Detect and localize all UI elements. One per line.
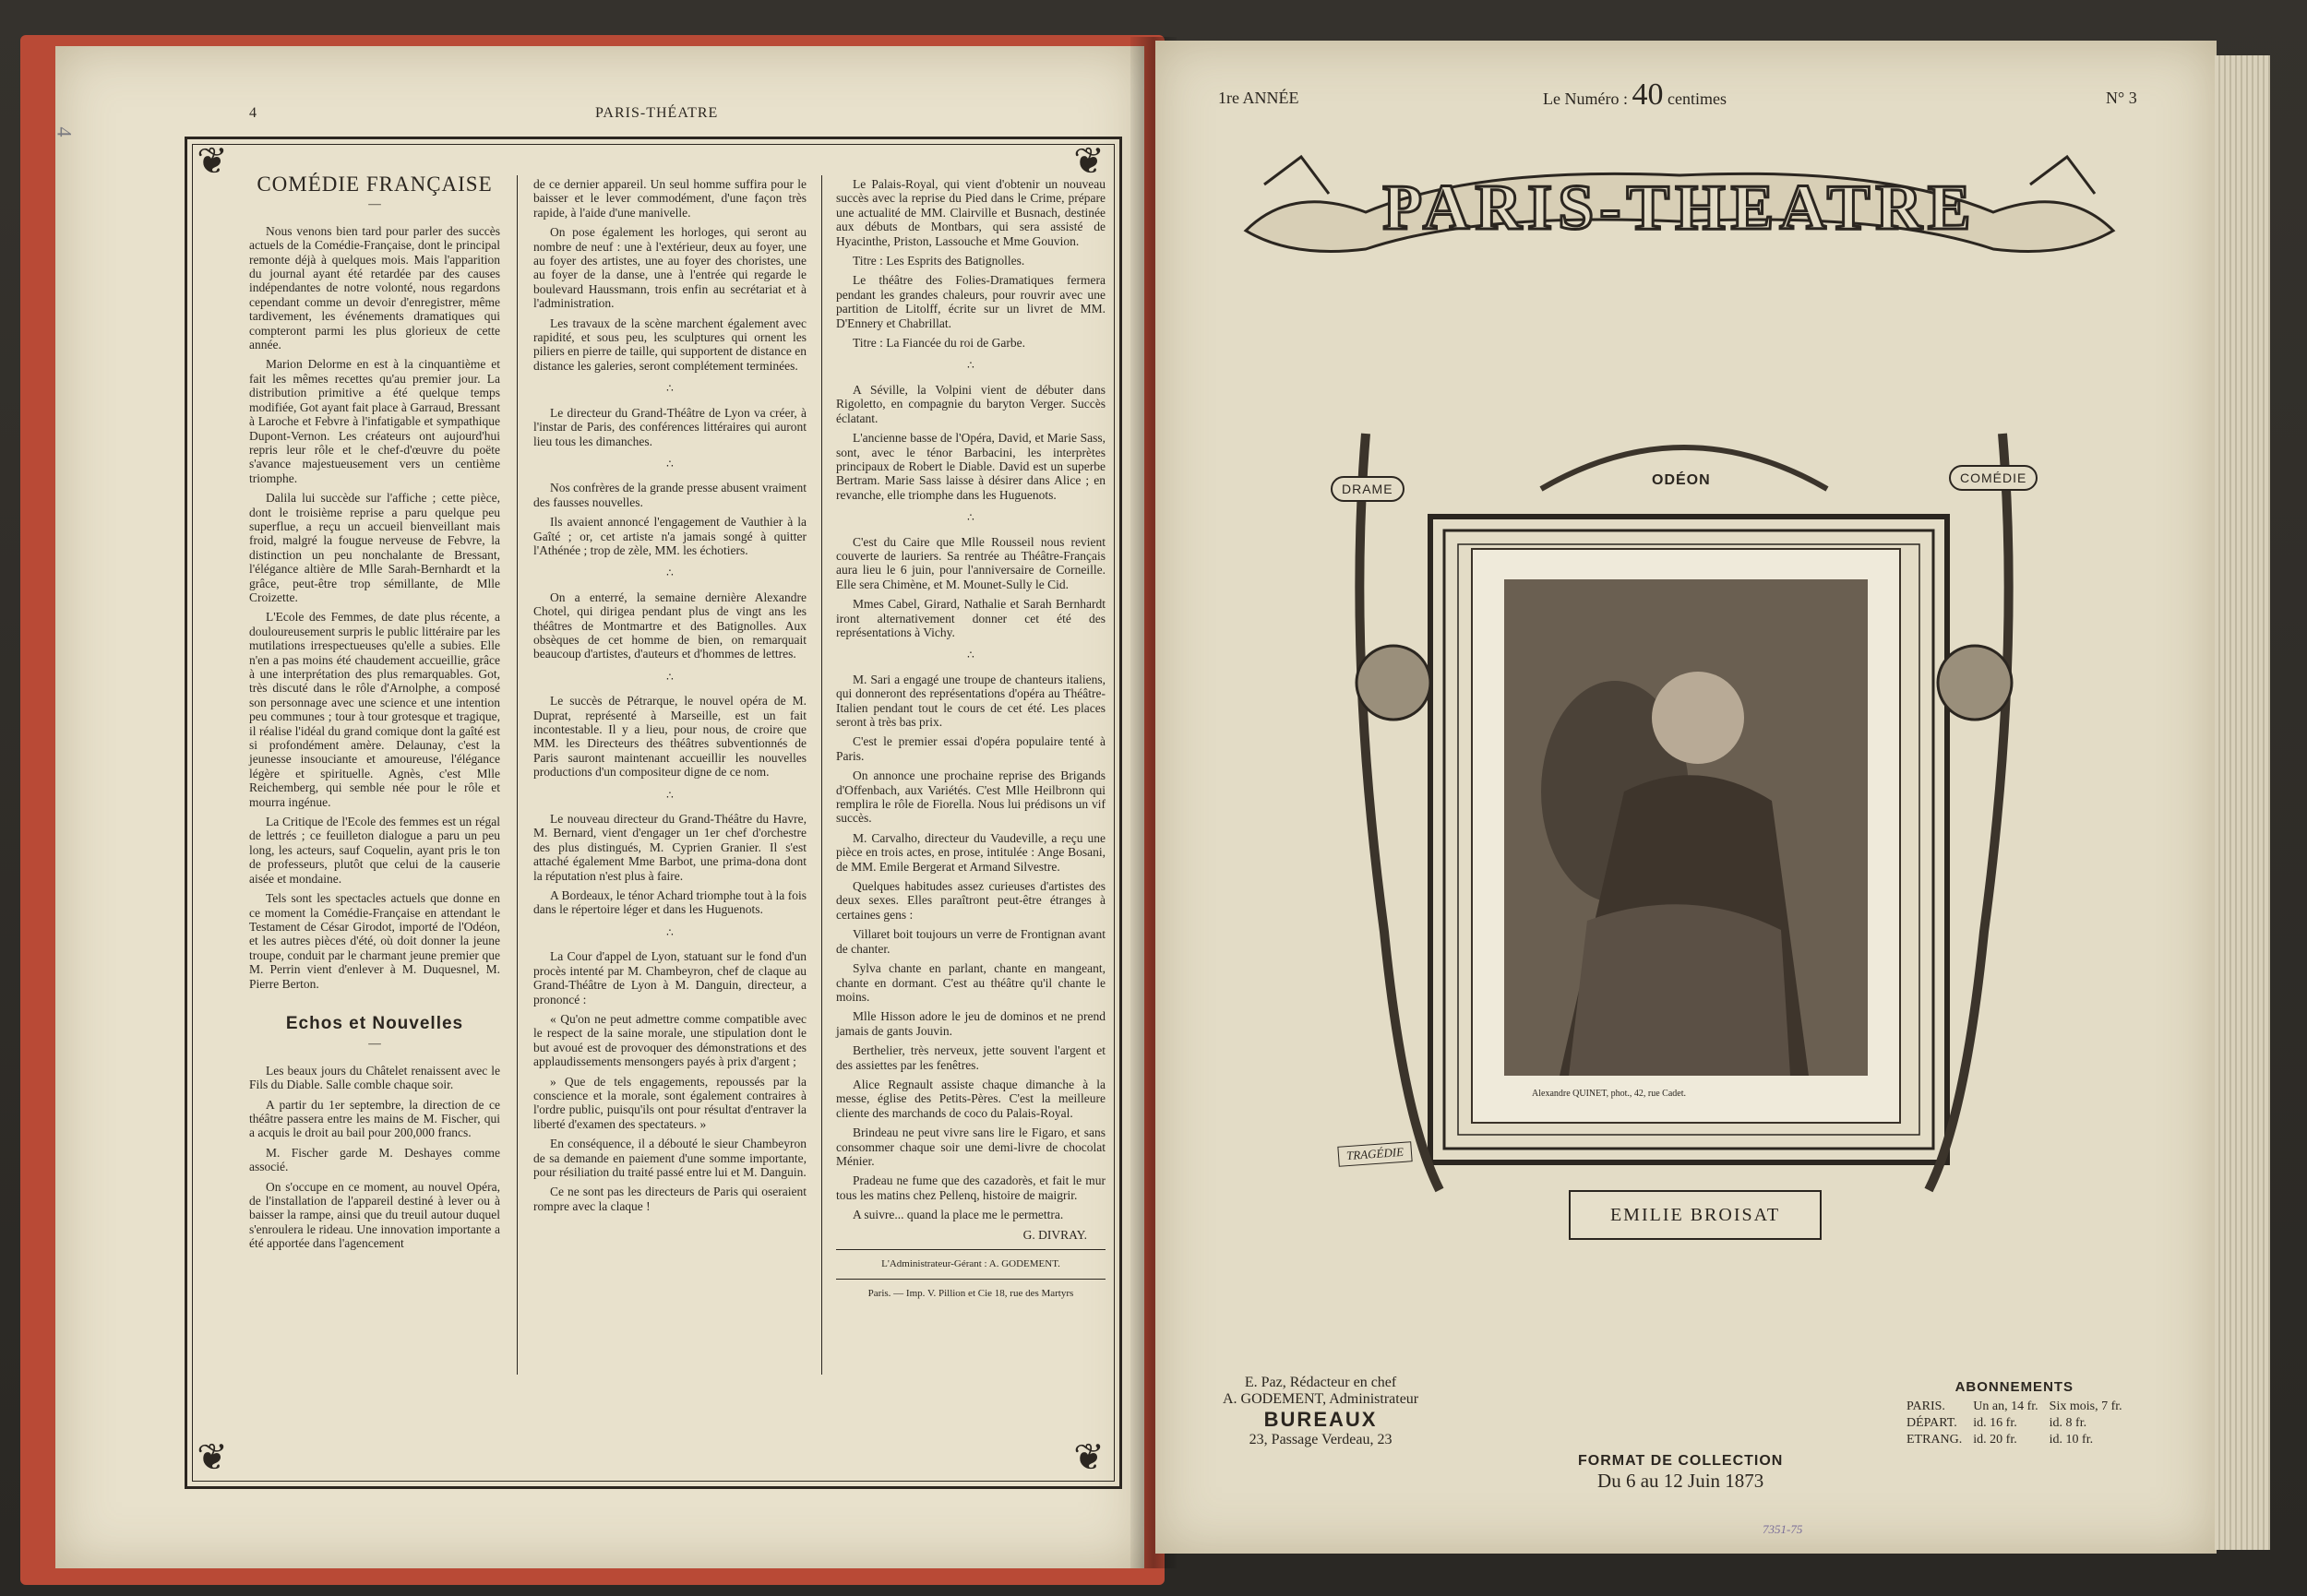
portrait-photo xyxy=(1504,579,1868,1076)
heading-dash: — xyxy=(368,1036,381,1051)
bureaux-heading: BUREAUX xyxy=(1263,1408,1378,1431)
paragraph: En conséquence, il a débouté le sieur Chambeyron de sa demande en paiement d'une somme importante, pour résiliation du traité passé entre lui et M. Danguin. xyxy=(533,1137,807,1179)
table-cell: Six mois, 7 fr. xyxy=(2049,1399,2122,1413)
corner-ornament-icon: ❦ xyxy=(1073,1436,1105,1478)
paragraph: A partir du 1er septembre, la direction de ce théâtre passera entre les mains de M. Fischer, qui a acquis le droit au bail pour 200,000 francs. xyxy=(249,1097,500,1140)
paragraph: C'est du Caire que Mlle Rousseil nous revient couverte de lauriers. Sa rentrée au Théâtre-Français aura lieu le 6 juin, pour l'anniversaire de Corneille. Elle sera Chimène, et M. Mounet-Sully le Cid. xyxy=(836,534,1106,591)
numero-price xyxy=(1543,77,1727,113)
comedie-label: COMÉDIE xyxy=(1949,465,2038,491)
imprint-line: Paris. — Imp. V. Pillion et Cie 18, rue des Martyrs xyxy=(867,1288,1074,1300)
footer-abonnements xyxy=(1901,1379,2128,1448)
page-number: 4 xyxy=(249,105,257,121)
separator: ∴ xyxy=(666,382,674,396)
table-row xyxy=(1901,1432,2128,1448)
administrateur-line: A. GODEMENT, Administrateur xyxy=(1223,1391,1419,1407)
separator: ∴ xyxy=(666,788,674,802)
paragraph: Le directeur du Grand-Théâtre de Lyon va créer, à l'instar de Paris, des conférences littéraires qui auront lieu tous les dimanches. xyxy=(533,405,807,448)
address-line: 23, Passage Verdeau, 23 xyxy=(1249,1432,1393,1447)
paragraph: Les travaux de la scène marchent également avec rapidité, et sous peu, les sculptures qui ornent les piliers en pierre de taille, qui supportent de distance en distance les galeries, seront complétement terminées. xyxy=(533,316,807,373)
issue-dates: Du 6 au 12 Juin 1873 xyxy=(1597,1470,1764,1492)
paragraph: Titre : Les Esprits des Batignolles. xyxy=(853,254,1025,268)
running-head: PARIS-THÉATRE xyxy=(595,105,719,121)
column-3 xyxy=(836,177,1106,1302)
table-row xyxy=(1901,1399,2128,1415)
paragraph: Mmes Cabel, Girard, Nathalie et Sarah Bernhardt iront alternativement donner cet été des représentations à Vichy. xyxy=(836,597,1106,639)
paragraph: Alice Regnault assiste chaque dimanche à la messe, église des Petits-Pères. C'est la meilleure cliente des marchands de coco du Palais-Royal. xyxy=(836,1077,1106,1120)
column-2 xyxy=(533,177,807,1219)
portrait-silhouette xyxy=(1504,579,1868,1076)
paragraph: Le succès de Pétrarque, le nouvel opéra de M. Duprat, représenté à Marseille, est un fait incontestable. Il y a lieu, pour nous, de croire que MM. les Directeurs des théâtres subventionnés de Paris sauront maintenant accueillir les nouvelles productions d'un compositeur digne de ce nom. xyxy=(533,694,807,780)
paragraph: Titre : La Fiancée du roi de Garbe. xyxy=(853,336,1025,351)
table-cell: Un an, 14 fr. xyxy=(1973,1399,2038,1413)
paragraph: A Bordeaux, le ténor Achard triomphe tout à la fois dans le répertoire léger et dans les Huguenots. xyxy=(533,888,807,917)
paragraph: Quelques habitudes assez curieuses d'artistes des deux sexes. Elles paraîtront peut-être étranges à certaines gens : xyxy=(836,879,1106,922)
photo-credit: Alexandre QUINET, phot., 42, rue Cadet. xyxy=(1532,1089,1686,1099)
paragraph: On annonce une prochaine reprise des Brigands d'Offenbach, aux Variétés. C'est Mlle Heilbronn qui remplira le rôle de Fiorella. Nous lui prédisons un vif succès. xyxy=(836,768,1106,826)
paragraph: La Critique de l'Ecole des femmes est un régal de lettrés ; ce feuilleton dialogue a paru un peu long, les acteurs, sauf Coquelin, ayant pris le ton de professeurs, plutôt que celui de la causerie aisée et mondaine. xyxy=(249,815,500,886)
paragraph: de ce dernier appareil. Un seul homme suffira pour le baisser et le lever commodément, d'une façon très rapide, à l'aide d'une manivelle. xyxy=(533,177,807,220)
corner-ornament-icon: ❦ xyxy=(197,1436,228,1478)
signature: G. DIVRAY. xyxy=(1022,1227,1087,1242)
paragraph: Ils avaient annoncé l'engagement de Vauthier à la Gaîté ; or, cet artiste n'a jamais songé à quitter l'Athénée ; trop de zèle, MM. les échotiers. xyxy=(533,515,807,557)
paragraph: On s'occupe en ce moment, au nouvel Opéra, de l'installation de l'appareil destiné à lever ou à baisser la rampe, ainsi que du treuil autour duquel s'enroulera le rideau. Une innovation importante a été apportée dans l'agencement xyxy=(249,1179,500,1251)
paragraph: Pradeau ne fume que des cazadorès, et fait le mur tous les matins chez Pellenq, histoire de maigrir. xyxy=(836,1173,1106,1202)
separator: ∴ xyxy=(967,511,974,525)
format-label: FORMAT DE COLLECTION xyxy=(1578,1453,1784,1469)
pencil-note: 4 xyxy=(53,126,77,137)
paragraph: Dalila lui succède sur l'affiche ; cette pièce, dont le troisième reprise a paru quelque peu superflue, a reçu un accueil bienveillant mais froid, malgré la fougue nerveuse de Febvre, la distinction un peu nonchalante de Bressant, l'élégance altière de Mlle Sarah-Bernhardt et la grâce, peut-être trop sémillante, de Mlle Croizette. xyxy=(249,491,500,604)
table-row xyxy=(1901,1415,2128,1432)
paragraph: Le Palais-Royal, qui vient d'obtenir un nouveau succès avec la reprise du Pied dans le Crime, prépare une actualité de MM. Clairville et Busnach, destinée aux débuts de Montbars, qui sera assisté de Hyacinthe, Priston, Lassouche et Mme Gouvion. xyxy=(836,177,1106,248)
drame-label: DRAME xyxy=(1331,476,1405,502)
masthead-banner xyxy=(1237,148,2122,295)
column-1 xyxy=(249,173,500,1257)
table-cell: ETRANG. xyxy=(1907,1433,1963,1447)
odeon-label: ODÉON xyxy=(1652,472,1711,488)
paragraph: Le nouveau directeur du Grand-Théâtre du Havre, M. Bernard, vient d'engager un 1er chef d'orchestre des plus distingués, M. Cyprien Granier. Il s'est attaché également Mme Barbot, une prima-dona dont la réputation n'est plus à faire. xyxy=(533,812,807,883)
paragraph: M. Fischer garde M. Deshayes comme associé. xyxy=(249,1145,500,1174)
column-rule xyxy=(517,175,518,1375)
paragraph: Berthelier, très nerveux, jette souvent l'argent et des assiettes par les fenêtres. xyxy=(836,1043,1106,1072)
corner-ornament-icon: ❦ xyxy=(197,140,228,182)
paragraph: L'Ecole des Femmes, de date plus récente, a douloureusement surpris le public littéraire par les mutilations irrespectueuses qu'elle a subies. Elle n'en a pas moins été chaudement accueillie, grâce à une interprétation des plus remarquables. Got, très discuté dans le rôle d'Arnolphe, a composé son personnage avec une science et une intention peu communes ; tour à tour grotesque et tragique, il réalise l'idéal du grand comique dont la gaîté est si profondément amère. Delaunay, c'est la jeunesse insouciante et amoureuse, l'élégance légère et spirituelle. Agnès, c'est Mlle Reichemberg, qui semble née pour le rôle et mourra ingénue. xyxy=(249,610,500,809)
corner-ornament-icon: ❦ xyxy=(1073,140,1105,182)
masthead-title: PARIS-THEATRE xyxy=(1382,173,1977,244)
paragraph: M. Sari a engagé une troupe de chanteurs italiens, qui donneront des représentations d'opéra au Théâtre-Italien pendant tout le cours de cet été. Les places seront à très bas prix. xyxy=(836,672,1106,729)
separator: ∴ xyxy=(666,566,674,580)
divider xyxy=(836,1279,1106,1280)
paragraph: Tels sont les spectacles actuels que donne en ce moment la Comédie-Française en attendant le Testament de César Girodot, importé de l'Odéon, et les autres pièces d'été, où doit donner la jeune troupe, conduit par le charmant jeune premier que M. Perrin vient d'enlever à M. Duquesnel, M. Pierre Berton. xyxy=(249,891,500,991)
separator: ∴ xyxy=(666,670,674,684)
tragedie-label: TRAGÉDIE xyxy=(1337,1141,1412,1167)
paragraph: Sylva chante en parlant, chante en mangeant, chante en dormant. C'est au théâtre qu'il chante le moins. xyxy=(836,961,1106,1004)
paragraph: On a enterré, la semaine dernière Alexandre Chotel, qui dirigea pendant plus de vingt ans les théâtres de Montmartre et des Batignolles. Aux obsèques de cet homme de bien, on remarquait beaucoup d'artistes, d'auteurs et d'hommes de lettres. xyxy=(533,590,807,661)
issue-number: N° 3 xyxy=(2106,89,2137,107)
redacteur-line: E. Paz, Rédacteur en chef xyxy=(1244,1375,1397,1390)
paragraph: Marion Delorme en est à la cinquantième et fait les mêmes recettes qu'au premier jour. La distribution primitive a été quelque temps modifiée, Got ayant fait place à Garraud, Bressant à Laroche et Febvre à l'infatigable et sympathique Dupont-Vernon. Les créateurs ont aujourd'hui repris leur rôle et le chef-d'œuvre du poëte s'avance majestueusement vers un centième triomphe. xyxy=(249,357,500,485)
separator: ∴ xyxy=(967,649,974,662)
column-rule xyxy=(821,175,822,1375)
paragraph: L'ancienne basse de l'Opéra, David, et Marie Sass, sont, avec le ténor Barbacini, les interprètes principaux de Robert le Diable. David est un superbe Bertram. Marie Sass laisse à désirer dans Alice ; en revanche, elle triomphe dans les Huguenots. xyxy=(836,431,1106,502)
abonnements-title: ABONNEMENTS xyxy=(1954,1379,2074,1395)
separator: ∴ xyxy=(967,359,974,373)
page-edges xyxy=(2215,55,2270,1550)
price-unit: centimes xyxy=(1667,89,1727,108)
paragraph: A suivre... quand la place me le permettra. xyxy=(853,1208,1064,1222)
footer-format xyxy=(1578,1453,1783,1493)
paragraph: Brindeau ne peut vivre sans lire le Figaro, et sans consommer chaque soir une demi-livre de chocolat Ménier. xyxy=(836,1126,1106,1168)
table-cell: id. 8 fr. xyxy=(2049,1416,2087,1430)
sitter-nameplate: EMILIE BROISAT xyxy=(1569,1190,1822,1240)
gerant-line: L'Administrateur-Gérant : A. GODEMENT. xyxy=(881,1258,1060,1269)
table-cell: DÉPART. xyxy=(1907,1416,1957,1430)
section-heading: COMÉDIE FRANÇAISE xyxy=(257,173,493,196)
paragraph: » Que de tels engagements, repoussés par la conscience et la morale, sont également contraires à l'ordre public, puisqu'ils ont pour résultat d'entraver la liberté d'examen des spectateurs. » xyxy=(533,1074,807,1131)
divider xyxy=(836,1249,1106,1250)
paragraph: C'est le premier essai d'opéra populaire tenté à Paris. xyxy=(836,734,1106,763)
paragraph: « Qu'on ne peut admettre comme compatible avec le respect de la saine morale, une stipulation dont le but avoué est de provoquer des démonstrations et des applaudissements mensongers payés à prix d'argent ; xyxy=(533,1011,807,1069)
section-heading: Echos et Nouvelles xyxy=(285,1013,464,1033)
table-cell: id. 16 fr. xyxy=(1973,1416,2017,1430)
paragraph: Villaret boit toujours un verre de Frontignan avant de chanter. xyxy=(836,927,1106,956)
paragraph: On pose également les horloges, qui seront au nombre de neuf : une à l'extérieur, deux au foyer, une au foyer des artistes, une au foyer des choristes, une au foyer de la danse, une à l'entrée qui regarde le boulevard Haussmann, trois enfin au secrétariat et à l'administration. xyxy=(533,225,807,311)
table-cell: PARIS. xyxy=(1907,1399,1945,1413)
paragraph: A Séville, la Volpini vient de débuter dans Rigoletto, en compagnie du baryton Verger. Succès éclatant. xyxy=(836,382,1106,425)
numero-label: Le Numéro : xyxy=(1543,89,1628,108)
abonnements-table xyxy=(1901,1399,2128,1448)
separator: ∴ xyxy=(666,925,674,939)
paragraph: Nos confrères de la grande presse abusent vraiment des fausses nouvelles. xyxy=(533,481,807,509)
paragraph: Ce ne sont pas les directeurs de Paris qui oseraient rompre avec la claque ! xyxy=(533,1185,807,1213)
paragraph: La Cour d'appel de Lyon, statuant sur le fond d'un procès intenté par M. Chambeyron, chef de claque au Grand-Théâtre de Lyon à M. Danguin, directeur, a prononcé : xyxy=(533,949,807,1006)
paragraph: Le théâtre des Folies-Dramatiques fermera pendant les grandes chaleurs, pour rouvrir avec une partition de Litolff, écrite sur un livret de MM. D'Ennery et Chabrillat. xyxy=(836,273,1106,330)
footer-editorial xyxy=(1223,1375,1418,1448)
annee-label: 1re ANNÉE xyxy=(1218,89,1299,107)
table-cell: id. 20 fr. xyxy=(1973,1433,2017,1447)
table-cell: id. 10 fr. xyxy=(2049,1433,2094,1447)
paragraph: Nous venons bien tard pour parler des succès actuels de la Comédie-Française, dont le principal remonte déjà à quelques mois. Mais l'apparition du journal ayant été retardée par des causes indépendantes de notre volonté, nous regardons cependant comme un devoir d'enregistrer, même tardivement, les événements dramatiques qui compteront parmi les plus glorieux de cette année. xyxy=(249,223,500,352)
heading-dash: — xyxy=(368,197,381,211)
price-value: 40 xyxy=(1632,77,1664,112)
paragraph: M. Carvalho, directeur du Vaudeville, a reçu une pièce en trois actes, en prose, intitulée : Ange Bosani, de MM. Emile Bergerat et Armand Silvestre. xyxy=(836,830,1106,874)
paragraph: Mlle Hisson adore le jeu de dominos et ne prend jamais de gants Jouvin. xyxy=(836,1009,1106,1038)
separator: ∴ xyxy=(666,457,674,470)
catalog-stamp: 7351-75 xyxy=(1763,1522,1803,1536)
paragraph: Les beaux jours du Châtelet renaissent avec le Fils du Diable. Salle comble chaque soir. xyxy=(249,1063,500,1092)
